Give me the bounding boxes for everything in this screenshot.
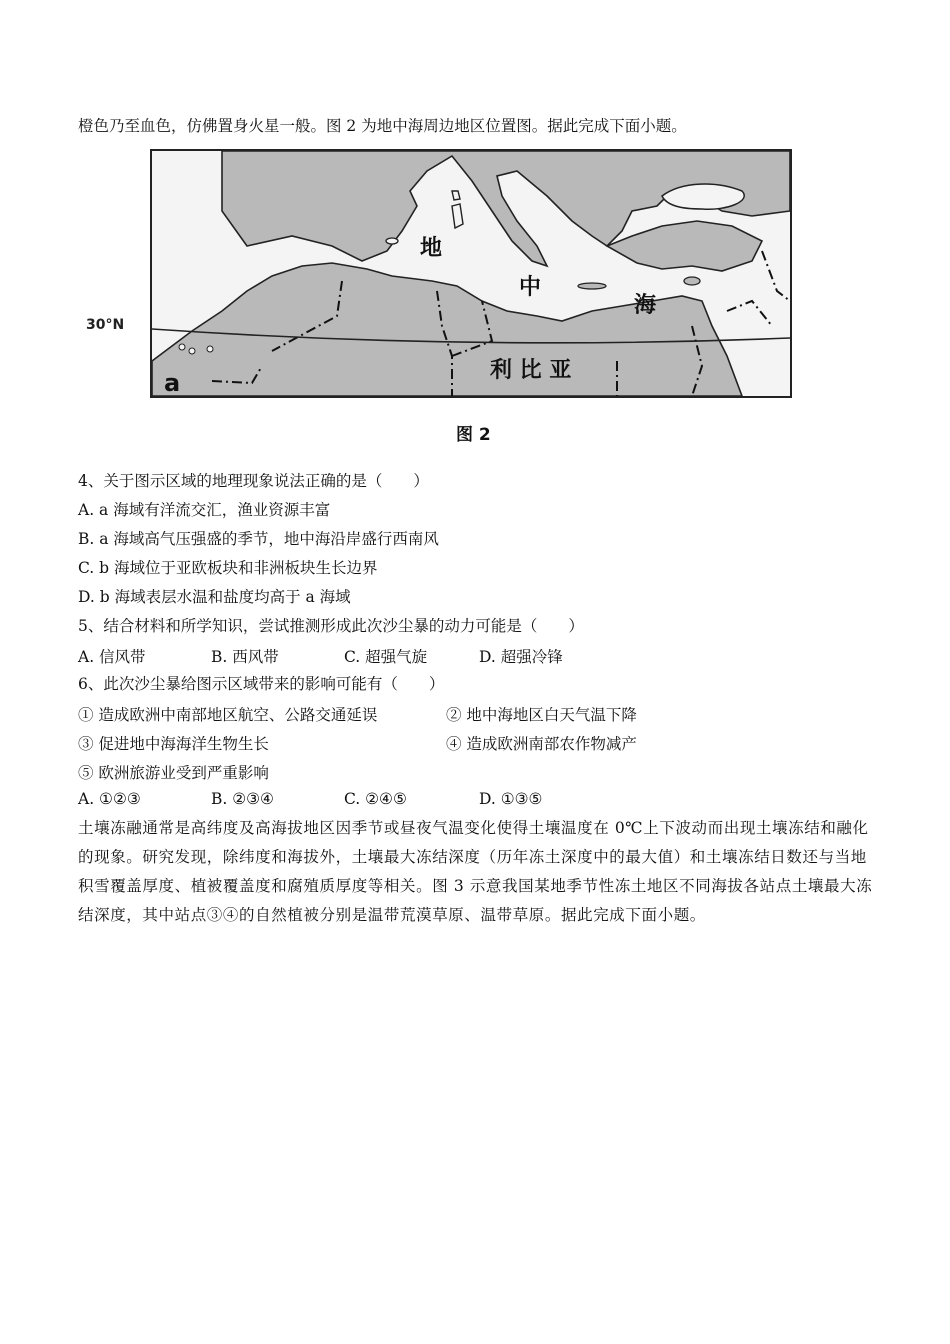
q6-item-4: ④ 造成欧洲南部农作物减产 [446, 735, 637, 753]
q6-option-b[interactable]: B. ②③④ [211, 790, 274, 808]
label-hai: 海 [634, 293, 657, 318]
q6-option-a[interactable]: A. ①②③ [78, 790, 141, 808]
q5-option-b[interactable]: B. 西风带 [211, 648, 279, 666]
passage: 土壤冻融通常是高纬度及高海拔地区因季节或昼夜气温变化使得土壤温度在 0℃上下波动而出现土壤冻结和融化的现象。研究发现，除纬度和海拔外，土壤最大冻结深度（历年冻土深度中的最大值）和土壤冻结日数还与当地积雪覆盖厚度、植被覆盖度和腐殖质厚度等相关。图 3 示意我国某地季节性冻土地区不同海拔各站点土壤最大冻结深度，其中站点③④的自然植被分别是温带荒漠草原、温带草原。据此完成下面小题。 [78, 819, 873, 924]
q6-item-3: ③ 促进地中海海洋生物生长 [78, 735, 269, 753]
q4-stem: 4、关于图示区域的地理现象说法正确的是（ ） [78, 472, 429, 490]
q4-option-a[interactable]: A. a 海域有洋流交汇，渔业资源丰富 [78, 501, 331, 519]
label-a: a [164, 369, 181, 396]
balearic-island [386, 238, 398, 244]
canary-island [189, 348, 195, 354]
q5-option-a[interactable]: A. 信风带 [78, 648, 146, 666]
sardinia [452, 204, 463, 228]
map-graphic [152, 151, 790, 396]
q6-item-1: ① 造成欧洲中南部地区航空、公路交通延误 [78, 706, 378, 724]
cyprus [684, 277, 700, 285]
q4-option-d[interactable]: D. b 海域表层水温和盐度均高于 a 海域 [78, 588, 351, 606]
canary-island [207, 346, 213, 352]
border-line [762, 251, 790, 301]
canary-island [179, 344, 185, 350]
q6-item-2: ② 地中海地区白天气温下降 [446, 706, 637, 724]
q4-option-c[interactable]: C. b 海域位于亚欧板块和非洲板块生长边界 [78, 559, 378, 577]
figure-caption: 图 2 [456, 425, 491, 445]
q4-option-b[interactable]: B. a 海域高气压强盛的季节，地中海沿岸盛行西南风 [78, 530, 439, 548]
anatolia [607, 221, 762, 271]
q5-option-d[interactable]: D. 超强冷锋 [479, 648, 563, 666]
q5-option-c[interactable]: C. 超强气旋 [344, 648, 428, 666]
label-di: 地 [420, 236, 443, 261]
latitude-label: 30°N [86, 317, 125, 333]
q5-stem: 5、结合材料和所学知识，尝试推测形成此次沙尘暴的动力可能是（ ） [78, 617, 584, 635]
corsica-island [452, 191, 460, 200]
label-zhong: 中 [519, 275, 542, 300]
q6-option-c[interactable]: C. ②④⑤ [344, 790, 407, 808]
border-line [727, 301, 772, 326]
mediterranean-map [150, 149, 792, 398]
intro-line: 橙色乃至血色，仿佛置身火星一般。图 2 为地中海周边地区位置图。据此完成下面小题。 [78, 117, 687, 135]
africa-landmass [152, 263, 742, 396]
q6-item-5: ⑤ 欧洲旅游业受到严重影响 [78, 764, 269, 782]
q6-option-d[interactable]: D. ①③⑤ [479, 790, 543, 808]
crete [578, 283, 606, 289]
q6-stem: 6、此次沙尘暴给图示区域带来的影响可能有（ ） [78, 675, 445, 693]
label-libya: 利 比 亚 [490, 358, 572, 383]
